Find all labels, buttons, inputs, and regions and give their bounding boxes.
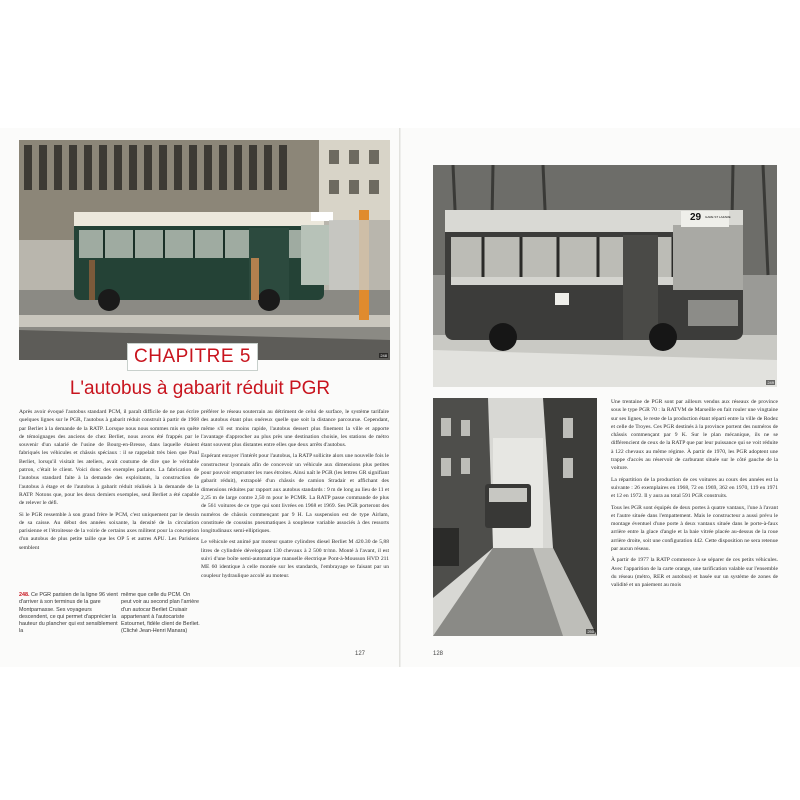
left-column-2 bbox=[201, 408, 389, 583]
paragraph: Si le PGR ressemble à son grand frère le PCM, c'est uniquement par le dessin de sa caisse. Au début des années soixante, la densité de la circulation parisienne et l'étroitesse de la voirie de certains axes militent pour la conception d'un autobus de plus petite taille que les OP 5 et autres APU. Les Parisiens semblent bbox=[19, 511, 199, 551]
page-number-left: 127 bbox=[355, 651, 366, 657]
page-number-right: 128 bbox=[433, 651, 444, 657]
bw-street-photo bbox=[433, 398, 597, 636]
paragraph: La répartition de la production de ces voitures au cours des années est la suivante : 26 exemplaires en 1968, 72 en 1969, 362 en 1970, 119 en 1971 et 12 en 1972. Il y aura au total 591 PGR construits. bbox=[611, 476, 778, 500]
bus-route-number: 29 bbox=[690, 212, 702, 223]
chapter-heading: CHAPITRE 5 bbox=[127, 343, 258, 371]
chapter-title: L'autobus à gabarit réduit PGR bbox=[69, 378, 331, 399]
paragraph: Espérant enrayer l'intérêt pour l'autobus, la RATP sollicite alors une nouvelle fois le constructeur lyonnais afin de concevoir un véhicule aux dimensions plus petites pour pouvoir emprunter les rues étroites. Ainsi naît le PGR (les lettres GR signifiant gabarit réduit), extrapolé d'un châssis de camion Stradair et affichant des dimensions réduites par rapport aux autobus standards : 9 m de long au lieu de 11 et 2,25 m de large contre 2,50 m pour le PCMR. La RATP passe commande de plus de 561 voitures de ce type qui sont livrées en 1968 et 1969. Ses PGR porteront des numéros de châssis commençant par 9 H. La suspension est de type Airlam, constituée de coussins pneumatiques à souplesse variable associés à des ressorts longitudinaux semi-elliptiques. bbox=[201, 453, 389, 535]
bw-bus-photo bbox=[433, 165, 777, 387]
caption-number: 248. bbox=[19, 592, 30, 598]
right-column bbox=[611, 398, 778, 593]
bus-destination: GARE ST LAZARE bbox=[705, 215, 731, 219]
paragraph: préférer le réseau souterrain au détriment de celui de surface, le système tarifaire des autobus étant plus onéreux quelle que soit la distance parcourue. Cependant, même s'il est moins rapide, l'autobus dessert plus finement la ville et apporte l'avantage d'approcher au plus près une destination choisie, les stations de métro étant souvent plus distantes entre elles que deux arrêts d'autobus. bbox=[201, 409, 389, 449]
color-bus-photo bbox=[19, 140, 390, 360]
photo-number: 250 bbox=[587, 629, 594, 634]
paragraph: Après avoir évoqué l'autobus standard PCM, il paraît difficile de ne pas écrire quelques lignes sur le PGR, l'autobus à gabarit réduit construit à partir de 1968 par Berliet à la demande de la RATP. Lorsque nous nous sommes mis en quête de témoignages des anciens de chez Berliet, nous avons été frappés par le souvenir d'un salarié de l'usine de Bourg-en-Bresse, dans laquelle étaient fabriqués les véhicules et châssis spéciaux : il se rappelait très bien que Paul Berliet, lorsqu'il visitait les ateliers, avait coutume de dire que le véritable patron, c'était le client. Voici donc des exemples parlants. La fabrication de l'autobus standard faite à la demande des exploitants, la construction de l'autobus à étage et de l'autobus à gabarit réduit réalisés à la demande de la RATP. Notons que, pour les deux derniers exemples, seul Berliet a été capable de relever le défi. bbox=[19, 409, 199, 507]
paragraph: Tous les PGR sont équipés de deux portes à quatre vantaux, l'une à l'avant et l'autre située dans l'empattement. Mais le constructeur a aussi prévu le montage éventuel d'une porte à deux vantaux située dans le porte-à-faux arrière entre la glace d'angle et la baie vitrée placée au-dessus de la roue arrière droite, soit une configuration 442. Cette disposition ne sera retenue par aucun réseau. bbox=[611, 504, 778, 553]
paragraph: Le véhicule est animé par moteur quatre cylindres diesel Berliet M 420.30 de 5,88 litres de cylindrée développant 130 chevaux à 2 500 tr/mn. Monté à l'avant, il est suivi d'une boîte semi-automatique manuelle électrique Pont-à-Mousson HVD 211 ME 60 identique à celle montée sur les standards, l'embrayage se faisant par un coupleur hydraulique accolé au moteur. bbox=[201, 539, 389, 579]
caption-text: Ce PGR parisien de la ligne 96 vient d'arriver à son terminus de la gare Montparnasse. Ses voyageurs descendent, ce qui permet d'apprécier la hauteur du plancher qui est sensiblement la bbox=[19, 592, 118, 635]
gutter bbox=[399, 128, 401, 667]
caption-248 bbox=[19, 592, 119, 636]
paragraph: Une trentaine de PGR sont par ailleurs vendus aux réseaux de province sous le type PGR 70 : la RATVM de Marseille en fait rouler une vingtaine sur ses lignes, le reste de la production étant réparti entre la ville de Rodez et celle de Troyes. Ces PGR destinés à la province portent des numéros de châssis commençant par 9 K. Sur le plan mécanique, ils ne se différencient de ceux de la RATP que par leur puissance qui se voit réduite à 122 chevaux au même régime. À partir de 1970, les PGR adoptent une trappe d'accès au réservoir de carburant située sur le côté gauche de la voiture. bbox=[611, 399, 778, 472]
caption-text: même que celle du PCM. On peut voir au second plan l'arrière d'un autocar Berliet Cruisair appartenant à l'autocariste Estournet, fidèle client de Berliet. (Cliché Jean-Henri Manara) bbox=[121, 592, 200, 635]
paragraph: À partir de 1977 la RATP commence à se séparer de ces petits véhicules. Avec l'apparition de la carte orange, une tarification valable sur l'ensemble du réseau (métro, RER et autobus) et basée sur un système de zones de validité et un paiement au mois bbox=[611, 557, 778, 589]
left-column-1 bbox=[19, 408, 199, 555]
photo-number: 249 bbox=[767, 380, 774, 385]
caption-248-continued bbox=[121, 592, 201, 636]
photo-number: 248 bbox=[380, 353, 387, 358]
